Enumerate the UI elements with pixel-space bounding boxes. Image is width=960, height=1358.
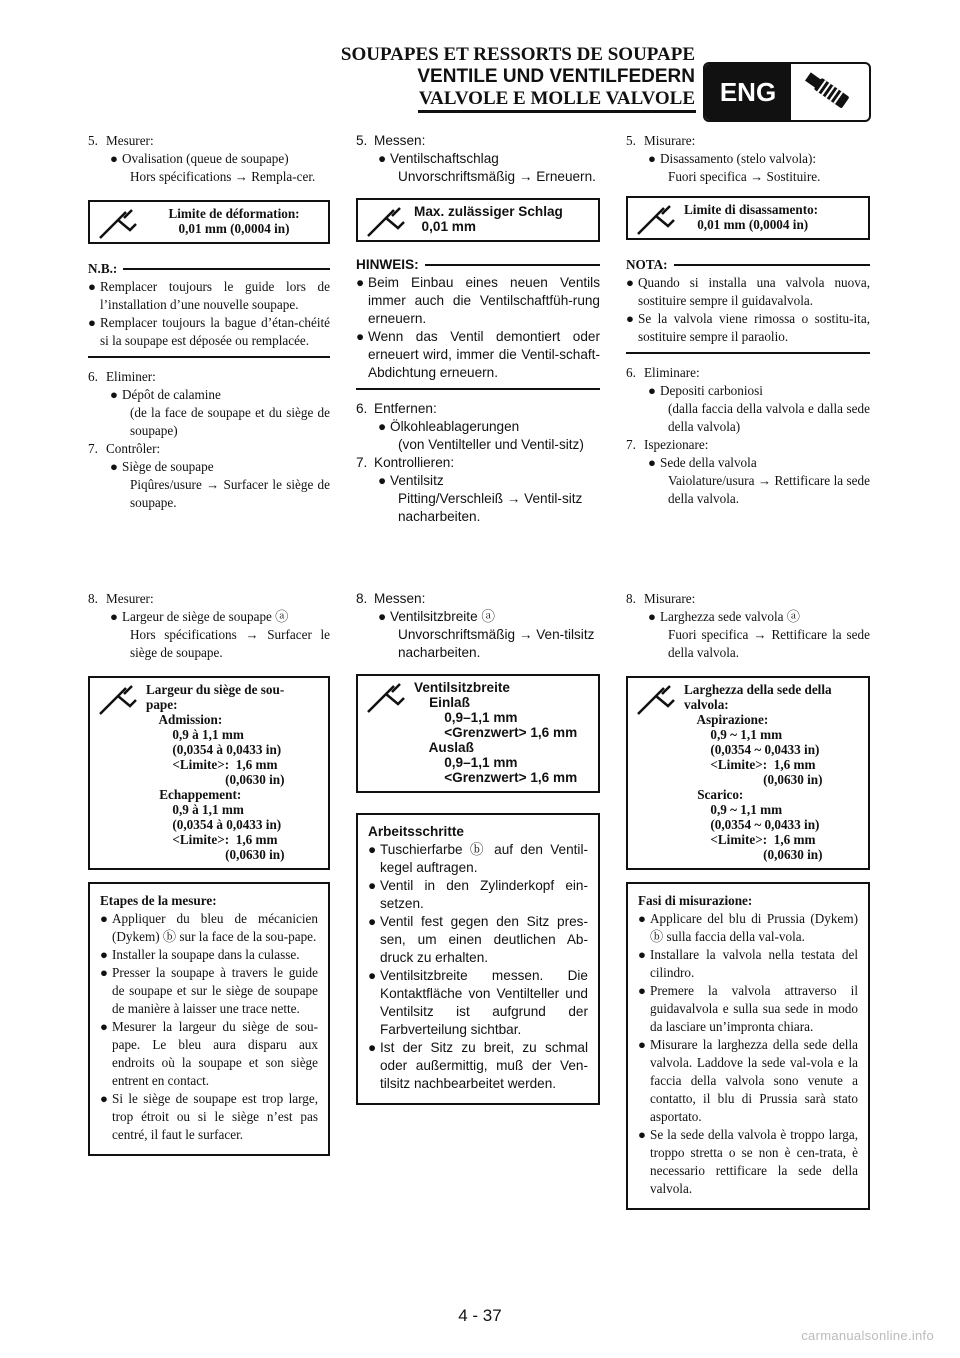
- step-5-detail: Fuori specifica → Sostituire.: [668, 169, 821, 184]
- note-end-rule: [356, 388, 600, 390]
- step-6-detail: (de la face de soupape et du siège de soupape): [130, 405, 330, 438]
- tool-icon: [90, 202, 146, 242]
- note-item: ● Se la valvola viene rimossa o sostitu-ita, sostituire sempre il paraolio.: [626, 311, 870, 344]
- spec-box-seat-width: Largeur du siège de sou- pape: Admission: 0,9 à 1,1 mm (0,0354 à 0,0433 in) <Limite>: 1,6 mm (0,0630 in) Echappement: 0,9 à 1,1 mm (0,0354 à 0,0433 in) <Limite>: 1,6 mm (0,0630 in): [88, 676, 330, 870]
- step-5-bullet: ● Disassamento (stelo valvola):: [648, 151, 817, 166]
- tool-icon: [358, 200, 414, 240]
- tool-icon: [358, 676, 414, 791]
- step-5-bullet: ● Ovalisation (queue de soupape): [110, 151, 289, 166]
- procedure-box: Arbeitsschritte ● Tuschierfarbe ⓑ auf den Ventil-kegel auftragen. ● Ventil in den Zylinderkopf ein-setzen. ● Ventil fest gegen den Sitz pres-sen, um einen deutlichen Ab-druck zu erhalten. ● Ventilsitzbreite messen. Die Kontaktfläche von Ventilteller und Ventilsitz ist aufgrund der Farbverteilung sichtbar. ● Ist der Sitz zu breit, zu schmal oder außermittig, muß der Ven-tilsitz nachbearbeitet werden.: [356, 813, 600, 1105]
- procedure-item: ● Ventil in den Zylinderkopf ein-setzen.: [368, 878, 588, 911]
- step-6: 6. Eliminare:: [626, 365, 700, 380]
- spec-box-seat-width: Ventilsitzbreite Einlaß 0,9–1,1 mm <Grenzwert> 1,6 mm Auslaß 0,9–1,1 mm <Grenzwert> 1,6 mm: [356, 674, 600, 793]
- note-item: ● Remplacer toujours le guide lors de l’installation d’une nouvelle soupape.: [88, 279, 330, 312]
- procedure-item: ● Ist der Sitz zu breit, zu schmal oder außermittig, muß der Ven-tilsitz nachbearbeitet werden.: [368, 1040, 588, 1091]
- note-heading: N.B.:: [88, 260, 330, 278]
- step-8: 8. Mesurer:: [88, 591, 154, 606]
- step-6: 6. Entfernen:: [356, 401, 437, 416]
- header-title-it: VALVOLE E MOLLE VALVOLE: [418, 88, 695, 109]
- note-heading: NOTA:: [626, 256, 870, 274]
- spec-box-runout: Max. zulässiger Schlag 0,01 mm: [356, 198, 600, 242]
- eng-badge: [703, 62, 871, 122]
- step-7-bullet: ● Sede della valvola: [648, 455, 757, 470]
- header-title-de: VENTILE UND VENTILFEDERN: [417, 66, 695, 87]
- procedure-item: ● Presser la soupape à travers le guide de soupape et sur le siège de soupape de manière à laisser une trace nette.: [100, 965, 318, 1016]
- step-7-detail: Pitting/Verschleiß → Ventil-sitz nacharbeiten.: [398, 491, 583, 524]
- procedure-item: ● Installer la soupape dans la culasse.: [100, 947, 300, 962]
- tool-icon: [628, 198, 684, 238]
- step-7: 7. Kontrollieren:: [356, 455, 455, 470]
- procedure-item: ● Se la sede della valvola è troppo larga, troppo stretta o se non è cen-trata, è necessario rettificare la sede della valvola.: [638, 1127, 858, 1196]
- step-8-detail: Unvorschriftsmäßig → Ven-tilsitz nacharbeiten.: [398, 627, 595, 660]
- header-rule: [418, 110, 696, 113]
- column-de-lower: [356, 590, 600, 1105]
- step-8-bullet: ● Ventilsitzbreite ⓐ: [378, 609, 496, 624]
- page-number: 4 - 37: [458, 1306, 502, 1325]
- step-7-detail: Piqûres/usure → Surfacer le siège de soupape.: [130, 477, 330, 510]
- wrench-icon: [791, 64, 869, 120]
- step-7-bullet: ● Ventilsitz: [378, 473, 444, 488]
- spec-box-runout: Limite de déformation: 0,01 mm (0,0004 in): [88, 200, 330, 244]
- step-7-bullet: ● Siège de soupape: [110, 459, 214, 474]
- procedure-item: ● Tuschierfarbe ⓑ auf den Ventil-kegel auftragen.: [368, 842, 588, 875]
- step-8-detail: Fuori specifica → Rettificare la sede della valvola.: [668, 627, 870, 660]
- procedure-item: ● Misurare la larghezza della sede della valvola. Laddove la sede val-vola e la faccia della valvola sono venute a contatto, il blu di Prussia sarà stato asportato.: [638, 1037, 858, 1124]
- column-de: [356, 132, 600, 526]
- note-end-rule: [626, 352, 870, 354]
- eng-label: ENG: [705, 64, 791, 120]
- column-fr-lower: [88, 590, 330, 1156]
- step-8-detail: Hors spécifications → Surfacer le siège de soupape.: [130, 627, 330, 660]
- tool-icon: [628, 678, 684, 868]
- step-8: 8. Messen:: [356, 591, 426, 606]
- note-heading: HINWEIS:: [356, 256, 600, 274]
- step-7: 7. Contrôler:: [88, 441, 161, 456]
- step-6-bullet: ● Depositi carboniosi: [648, 383, 763, 398]
- spec-box-seat-width: Larghezza della sede della valvola: Aspirazione: 0,9 ~ 1,1 mm (0,0354 ~ 0,0433 in) <Limite>: 1,6 mm (0,0630 in) Scarico: 0,9 ~ 1,1 mm (0,0354 ~ 0,0433 in) <Limite>: 1,6 mm (0,0630 in): [626, 676, 870, 870]
- step-5-detail: Unvorschriftsmäßig → Erneuern.: [398, 169, 596, 184]
- note-item: ● Quando si installa una valvola nuova, sostituire sempre il guidavalvola.: [626, 275, 870, 308]
- step-6-detail: (von Ventilteller und Ventil-sitz): [398, 437, 584, 452]
- procedure-item: ● Premere la valvola attraverso il guidavalvola e sulla sua sede in modo da lasciare un’impronta chiara.: [638, 983, 858, 1034]
- step-6-detail: (dalla faccia della valvola e dalla sede della valvola): [668, 401, 870, 434]
- procedure-item: ● Ventil fest gegen den Sitz pres-sen, um einen deutlichen Ab-druck zu erhalten.: [368, 914, 588, 965]
- step-5-bullet: ● Ventilschaftschlag: [378, 151, 499, 166]
- step-8: 8. Misurare:: [626, 591, 696, 606]
- step-8-bullet: ● Largeur de siège de soupape ⓐ: [110, 609, 289, 624]
- header-title-fr: SOUPAPES ET RESSORTS DE SOUPAPE: [340, 44, 695, 65]
- procedure-box: Etapes de la mesure: ● Appliquer du bleu de mécanicien (Dykem) ⓑ sur la face de la sou-pape. ● Installer la soupape dans la culasse. ● Presser la soupape à travers le guide de soupape et sur le siège de soupape de manière à laisser une trace nette. ● Mesurer la largeur du siège de sou-pape. Le bleu aura disparu aux endroits où la soupape et son siège entrent en contact. ● Si le siège de soupape est trop large, trop étroit ou si le siège n’est pas centré, il faut le surfacer.: [88, 882, 330, 1156]
- column-it-lower: [626, 590, 870, 1210]
- watermark: carmanualsonline.info: [801, 1328, 934, 1343]
- step-7: 7. Ispezionare:: [626, 437, 709, 452]
- procedure-item: ● Installare la valvola nella testata del cilindro.: [638, 947, 858, 980]
- step-6-bullet: ● Ölkohleablagerungen: [378, 419, 520, 434]
- note-item: ● Beim Einbau eines neuen Ventils immer auch die Ventilschaftfüh-rung erneuern.: [356, 275, 600, 326]
- step-5: 5. Messen:: [356, 133, 426, 148]
- procedure-item: ● Mesurer la largeur du siège de sou-pape. Le bleu aura disparu aux endroits où la soupape et son siège entrent en contact.: [100, 1019, 318, 1088]
- procedure-box: Fasi di misurazione: ● Applicare del blu di Prussia (Dykem) ⓑ sulla faccia della val-vola. ● Installare la valvola nella testata del cilindro. ● Premere la valvola attraverso il guidavalvola e sulla sua sede in modo da lasciare un’impronta chiara. ● Misurare la larghezza della sede della valvola. Laddove la sede val-vola e la faccia della valvola sono venute a contatto, il blu di Prussia sarà stato asportato. ● Se la sede della valvola è troppo larga, troppo stretta o se non è cen-trata, è necessario rettificare la sede della valvola.: [626, 882, 870, 1210]
- column-fr: [88, 132, 330, 512]
- procedure-item: ● Si le siège de soupape est trop large, trop étroit ou si le siège n’est pas centré, il faut le surfacer.: [100, 1091, 318, 1142]
- procedure-item: ● Appliquer du bleu de mécanicien (Dykem) ⓑ sur la face de la sou-pape.: [100, 911, 318, 944]
- procedure-item: ● Applicare del blu di Prussia (Dykem) ⓑ sulla faccia della val-vola.: [638, 911, 858, 944]
- note-end-rule: [88, 356, 330, 358]
- column-it: [626, 132, 870, 508]
- step-7-detail: Vaiolature/usura → Rettificare la sede della valvola.: [668, 473, 870, 506]
- spec-box-runout: Limite di disassamento: 0,01 mm (0,0004 in): [626, 196, 870, 240]
- step-5: 5. Misurare:: [626, 133, 696, 148]
- step-8-bullet: ● Larghezza sede valvola ⓐ: [648, 609, 800, 624]
- procedure-item: ● Ventilsitzbreite messen. Die Kontaktfläche von Ventilteller und Ventilsitz ist aufgrund der Farbverteilung sichtbar.: [368, 968, 588, 1037]
- step-5: 5. Mesurer:: [88, 133, 154, 148]
- tool-icon: [90, 678, 146, 868]
- step-6: 6. Eliminer:: [88, 369, 156, 384]
- note-item: ● Remplacer toujours la bague d’étan-chéité si la soupape est déposée ou remplacée.: [88, 315, 330, 348]
- step-6-bullet: ● Dépôt de calamine: [110, 387, 221, 402]
- note-item: ● Wenn das Ventil demontiert oder erneuert wird, immer die Ventil-schaft-Abdichtung erneuern.: [356, 329, 600, 380]
- section-header: [300, 44, 695, 110]
- step-5-detail: Hors spécifications → Rempla-cer.: [130, 169, 316, 184]
